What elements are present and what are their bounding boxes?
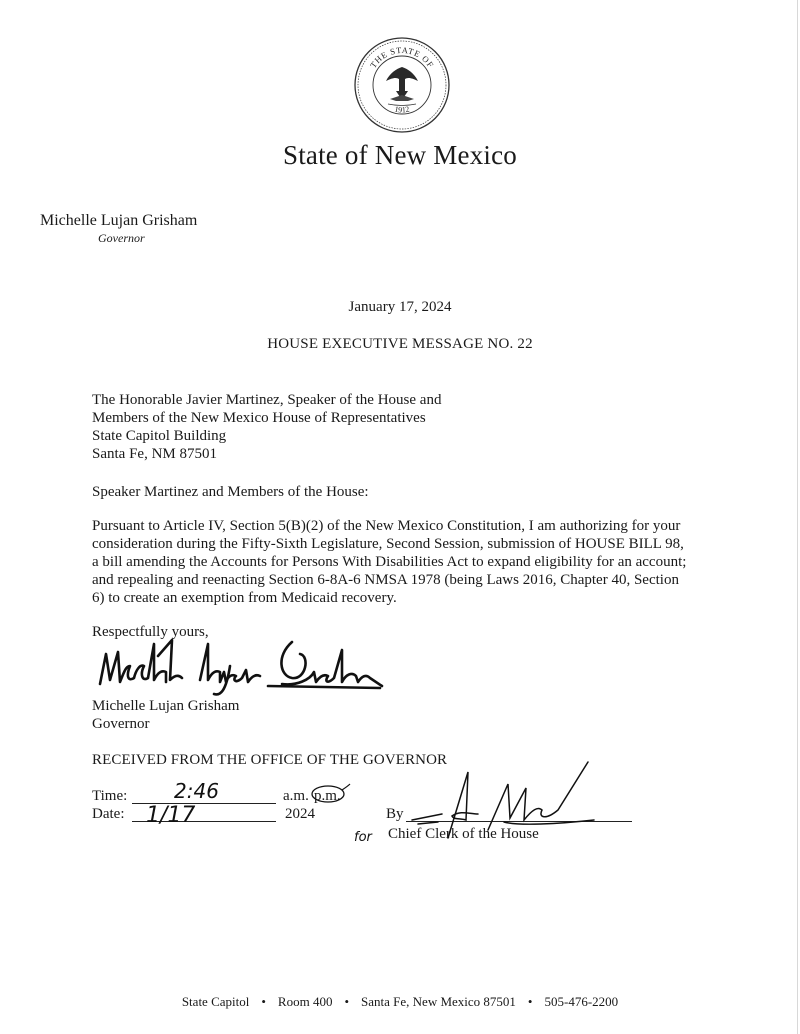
body-line: and repealing and reenacting Section 6-8A-6 NMSA 1978 (being Laws 2016, Chapter 40, Section: [92, 572, 679, 588]
footer-address: [0, 994, 800, 1010]
footer-item: 505-476-2200: [544, 994, 619, 1009]
address-line: State Capitol Building: [92, 428, 227, 444]
address-line: Santa Fe, NM 87501: [92, 446, 217, 462]
date-handwriting: [140, 800, 220, 836]
bullet-separator: •: [527, 994, 533, 1009]
message-number: HOUSE EXECUTIVE MESSAGE NO. 22: [267, 336, 533, 352]
body-paragraph: [92, 517, 712, 607]
body-line: 6) to create an exemption from Medicaid recovery.: [92, 590, 397, 606]
address-line: The Honorable Javier Martinez, Speaker of the House and: [92, 392, 442, 408]
date-value: 1/17: [146, 803, 196, 828]
signer-name: Michelle Lujan Grisham: [92, 698, 240, 714]
letter-date: January 17, 2024: [348, 299, 452, 315]
for-handwriting: [352, 826, 386, 846]
footer-item: Room 400: [277, 994, 333, 1009]
state-seal: [352, 35, 452, 135]
clerk-title: Chief Clerk of the House: [388, 826, 539, 842]
address-block: [92, 391, 441, 463]
seal-year-text: 1912: [393, 104, 411, 115]
for-note: for: [354, 830, 372, 845]
eagle-icon: [386, 67, 418, 97]
am-label: a.m.: [283, 788, 309, 804]
footer-item: State Capitol: [181, 994, 250, 1009]
small-eagle-icon: [390, 95, 414, 101]
pm-circle-mark: [308, 782, 354, 806]
governor-title: Governor: [98, 231, 145, 245]
closing: Respectfully yours,: [92, 624, 209, 640]
svg-text:1912: [394, 105, 411, 115]
bullet-separator: •: [261, 994, 266, 1009]
address-line: Members of the New Mexico House of Representatives: [92, 410, 426, 426]
salutation: Speaker Martinez and Members of the House:: [92, 484, 369, 500]
seal-top-text: THE STATE OF: [367, 44, 437, 70]
bullet-separator: •: [344, 994, 350, 1009]
time-value: 2:46: [174, 779, 219, 803]
body-line: consideration during the Fifty-Sixth Legislature, Second Session, submission of HOUSE BILL 98,: [92, 536, 684, 552]
received-heading: RECEIVED FROM THE OFFICE OF THE GOVERNOR: [92, 752, 448, 768]
footer-item: Santa Fe, New Mexico 87501: [361, 994, 516, 1009]
body-line: a bill amending the Accounts for Persons With Disabilities Act to expand eligibility for an account;: [92, 554, 687, 570]
state-title: State of New Mexico: [283, 140, 517, 170]
signer-title: Governor: [92, 716, 150, 732]
date-label: Date:: [92, 806, 125, 822]
pm-label: p.m.: [314, 788, 341, 804]
year-label: 2024: [285, 806, 315, 822]
by-label: By: [386, 806, 404, 822]
governor-signature: [96, 636, 386, 698]
svg-text:THE STATE OF: [368, 45, 436, 70]
governor-name: Michelle Lujan Grisham: [40, 212, 198, 229]
time-label: Time:: [92, 788, 128, 804]
body-line: Pursuant to Article IV, Section 5(B)(2) of the New Mexico Constitution, I am authorizing for your: [92, 518, 681, 534]
